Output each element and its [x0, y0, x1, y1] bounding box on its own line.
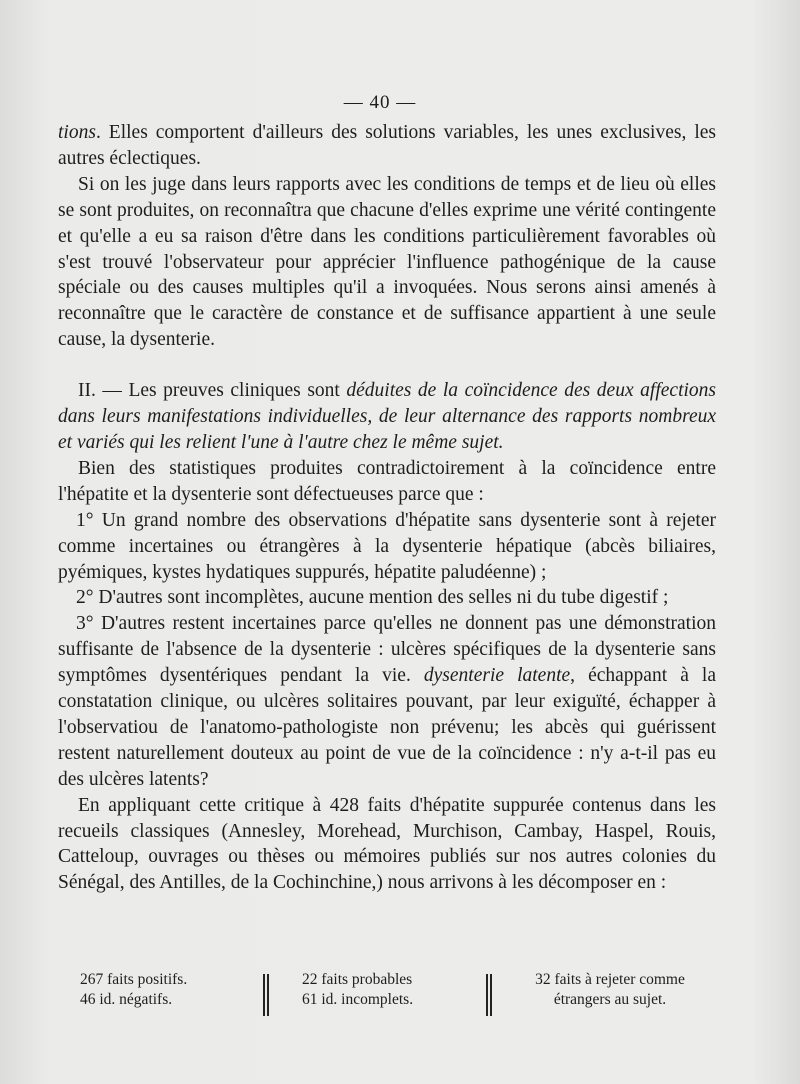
stats-probable: 22 faits probables [302, 971, 413, 988]
paragraph-8: En appliquant cette critique à 428 faits d'hépatite suppurée contenus dans les recueils classiques (Annesley, Morehead, Murchison, Cambay, Haspel, Rouis, Catteloup, ouvrages ou thèses ou mémoires publiés sur nos autres colonies du Sénégal, des Antilles, de la Cochinchine,) nous arrivons à les décomposer en : [58, 794, 716, 894]
paragraph-7-rest: , échappant à la constatation clinique, ou ulcères solitaires pouvant, par leur exiguïté, échapper à l'observatiou de l'anatomo-pathologiste non prévenu; les abcès qui guérissent restent naturellement douteux au point de vue de la coïncidence : n'y a-t-il pas eu des ulcères latents? [58, 665, 716, 790]
stats-column-2 [302, 970, 472, 1010]
body-text [58, 120, 716, 896]
stats-incomplete: 61 id. incomplets. [302, 991, 414, 1008]
paragraph-4: Bien des statistiques produites contradictoirement à la coïncidence entre l'hépatite et la dysenterie sont défectueuses parce que : [58, 457, 716, 505]
stats-rejected-continued: étrangers au sujet. [553, 991, 667, 1008]
column-divider [486, 974, 492, 1016]
paragraph-5: 1° Un grand nombre des observations d'hépatite sans dysenterie sont à rejeter comme incertaines ou étrangères à la dysenterie hépatique (abcès biliaires, pyémiques, kystes hydatiques suppurés, hépatite paludéenne) ; [58, 509, 716, 583]
paragraph-1-text: . Elles comportent d'ailleurs des solutions variables, les unes exclusives, les autres éclectiques. [58, 122, 716, 169]
paragraph-1 [58, 120, 716, 172]
column-divider [263, 974, 269, 1016]
section-gap [58, 353, 716, 378]
page-number: — 40 — [343, 92, 417, 113]
stats-column-1 [80, 970, 250, 1010]
stats-column-3 [510, 970, 710, 1010]
stats-negative: 46 id. négatifs. [80, 991, 173, 1008]
statistics-table [58, 970, 718, 1026]
paragraph-3-lead: II. — Les preuves cliniques sont [78, 380, 347, 402]
paragraph-3-italic: déduites de la coïncidence des deux affections dans leurs manifestations individuelles, de leur alternance des rapports nombreux et variés qui les relient l'une à l'autre chez le même sujet. [58, 380, 716, 453]
paragraph-3 [58, 378, 716, 456]
paragraph-7 [58, 611, 716, 792]
paragraph-2: Si on les juge dans leurs rapports avec les conditions de temps et de lieu où elles se sont produites, on reconnaîtra que chacune d'elles exprime une vérité contingente et qu'elle a eu sa raison d'être dans les conditions particulièrement favorables où s'est trouvé l'observateur pour apprécier l'influence pathogénique de la cause spéciale ou des causes multiples qu'il a invoquées. Nous serons ainsi amenés à reconnaître que le caractère de constance et de suffisance appartient à une seule cause, la dysenterie. [58, 173, 716, 351]
stats-rejected: 32 faits à rejeter comme [535, 971, 685, 988]
paragraph-7-italic: dysenterie latente [423, 665, 571, 687]
stats-positive: 267 faits positifs. [80, 971, 188, 988]
paragraph-6: 2° D'autres sont incomplètes, aucune mention des selles ni du tube digestif ; [76, 587, 669, 609]
paragraph-1-italic: tions [58, 122, 96, 143]
paragraph-7-text: 3° D'autres restent incertaines parce qu'elles ne donnent pas une démonstration suffisante de l'absence de la dysenterie : ulcères spécifiques de la dysenterie sans symptômes dysentériques pendant la vie. [58, 613, 716, 687]
